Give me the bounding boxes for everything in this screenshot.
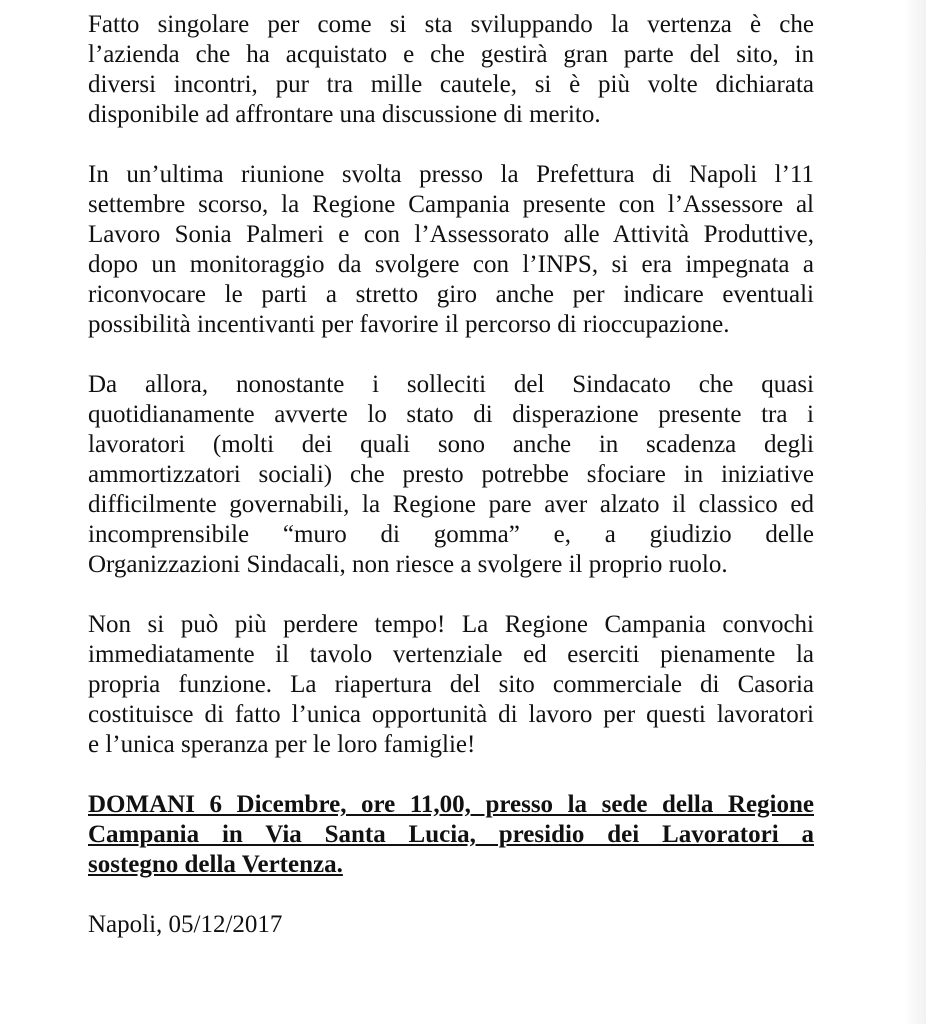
text-line: propria funzione. La riapertura del sito commerciale di Casoria <box>88 671 814 698</box>
notice-line: sostegno della Vertenza. <box>88 851 343 878</box>
text-line: costituisce di fatto l’unica opportunità di lavoro per questi lavoratori <box>88 701 814 728</box>
text-line: e l’unica speranza per le loro famiglie! <box>88 731 476 758</box>
place-date <box>88 910 814 940</box>
text-line: Fatto singolare per come si sta sviluppando la vertenza è che <box>88 11 814 38</box>
page-edge-shadow <box>904 0 926 1024</box>
text-line: ammortizzatori sociali) che presto potrebbe sfociare in iniziative <box>88 461 814 488</box>
text-line: disponibile ad affrontare una discussione di merito. <box>88 101 601 128</box>
text-line: incomprensibile “muro di gomma” e, a giudizio delle <box>88 521 814 548</box>
document-body <box>88 10 814 970</box>
paragraph-call-to-action <box>88 610 814 760</box>
text-line: Lavoro Sonia Palmeri e con l’Assessorato alle Attività Produttive, <box>88 221 814 248</box>
paragraph-company-availability <box>88 10 814 130</box>
text-line: difficilmente governabili, la Regione pare aver alzato il classico ed <box>88 491 814 518</box>
text-line: settembre scorso, la Regione Campania presente con l’Assessore al <box>88 191 814 218</box>
text-line: immediatamente il tavolo vertenziale ed eserciti pienamente la <box>88 641 814 668</box>
text-line: Organizzazioni Sindacali, non riesce a svolgere il proprio ruolo. <box>88 551 728 578</box>
text-line: Non si può più perdere tempo! La Regione Campania convochi <box>88 611 814 638</box>
paragraph-union-solicitations <box>88 370 814 580</box>
text-line: In un’ultima riunione svolta presso la Prefettura di Napoli l’11 <box>88 161 814 188</box>
notice-line: Campania in Via Santa Lucia, presidio dei Lavoratori a <box>88 821 814 848</box>
text-line: possibilità incentivanti per favorire il percorso di rioccupazione. <box>88 311 730 338</box>
text-line: lavoratori (molti dei quali sono anche in scadenza degli <box>88 431 814 458</box>
paragraph-prefecture-meeting <box>88 160 814 340</box>
protest-notice <box>88 790 814 880</box>
text-line: diversi incontri, pur tra mille cautele, si è più volte dichiarata <box>88 71 814 98</box>
text-line: riconvocare le parti a stretto giro anche per indicare eventuali <box>88 281 814 308</box>
text-line: Da allora, nonostante i solleciti del Sindacato che quasi <box>88 371 814 398</box>
text-line: dopo un monitoraggio da svolgere con l’INPS, si era impegnata a <box>88 251 814 278</box>
place-date-text: Napoli, 05/12/2017 <box>88 911 283 938</box>
text-line: quotidianamente avverte lo stato di disperazione presente tra i <box>88 401 814 428</box>
text-line: l’azienda che ha acquistato e che gestirà gran parte del sito, in <box>88 41 814 68</box>
notice-line: DOMANI 6 Dicembre, ore 11,00, presso la sede della Regione <box>88 791 814 818</box>
